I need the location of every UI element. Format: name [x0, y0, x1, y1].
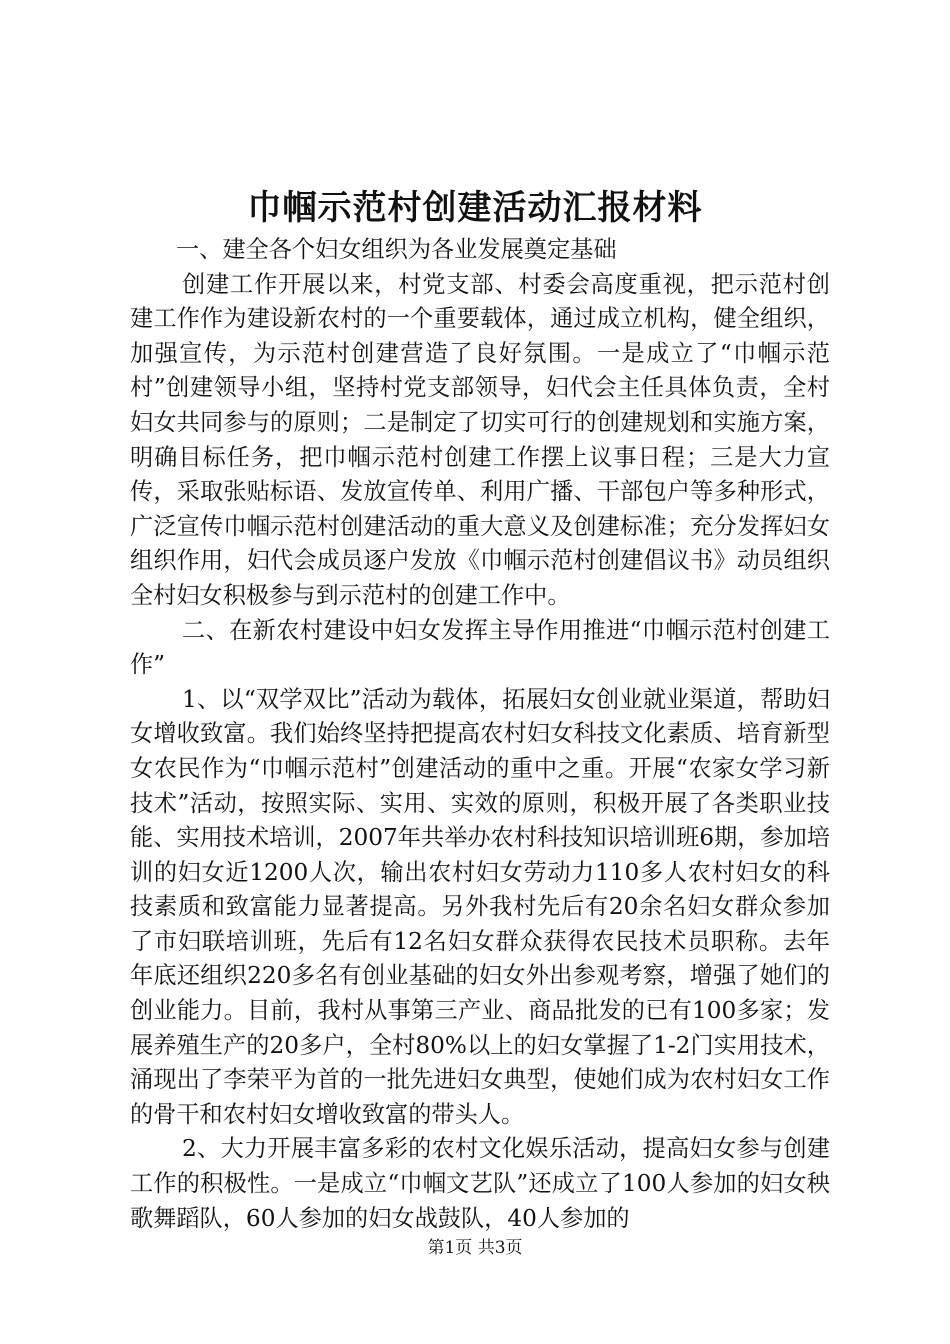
- body-paragraph-2: 1、以“双学双比”活动为载体，拓展妇女创业就业渠道，帮助妇女增收致富。我们始终坚持把提高农村妇女科技文化素质、培育新型女农民作为“巾帼示范村”创建活动的重中之重。开展“农家女学习新技术”活动，按照实际、实用、实效的原则，积极开展了各类职业技能、实用技术培训，2007年共举办农村科技知识培训班6期，参加培训的妇女近1200人次，输出农村妇女劳动力110多人农村妇女的科技素质和致富能力显著提高。另外我村先后有20余名妇女群众参加了市妇联培训班，先后有12名妇女群众获得农民技术员职称。去年年底还组织220多名有创业基础的妇女外出参观考察，增强了她们的创业能力。目前，我村从事第三产业、商品批发的已有100多家；发展养殖生产的20多户，全村80%以上的妇女掌握了1-2门实用技术，涌现出了李荣平为首的一批先进妇女典型，使她们成为农村妇女工作的骨干和农村妇女增收致富的带头人。: [130, 685, 830, 1128]
- section-heading-1: 一、建全各个妇女组织为各业发展奠定基础: [176, 236, 617, 263]
- document-body: [130, 233, 830, 1236]
- body-paragraph-1: 创建工作开展以来，村党支部、村委会高度重视，把示范村创建工作作为建设新农村的一个重要载体，通过成立机构，健全组织，加强宣传，为示范村创建营造了良好氛围。一是成立了“巾帼示范村”创建领导小组，坚持村党支部领导，妇代会主任具体负责，全村妇女共同参与的原则；二是制定了切实可行的创建规划和实施方案，明确目标任务，把巾帼示范村创建工作摆上议事日程；三是大力宣传，采取张贴标语、发放宣传单、利用广播、干部包户等多种形式，广泛宣传巾帼示范村创建活动的重大意义及创建标准；充分发挥妇女组织作用，妇代会成员逐户发放《巾帼示范村创建倡议书》动员组织全村妇女积极参与到示范村的创建工作中。: [130, 270, 830, 609]
- document-title: 巾帼示范村创建活动汇报材料: [247, 188, 703, 228]
- section-heading-2: 二、在新农村建设中妇女发挥主导作用推进“巾帼示范村创建工作”: [130, 616, 830, 679]
- body-paragraph-3: 2、大力开展丰富多彩的农村文化娱乐活动，提高妇女参与创建工作的积极性。一是成立“巾帼文艺队”还成立了100人参加的妇女秧歌舞蹈队，60人参加的妇女战鼓队，40人参加的: [130, 1135, 830, 1232]
- page-footer: 第1页 共3页: [427, 1238, 523, 1258]
